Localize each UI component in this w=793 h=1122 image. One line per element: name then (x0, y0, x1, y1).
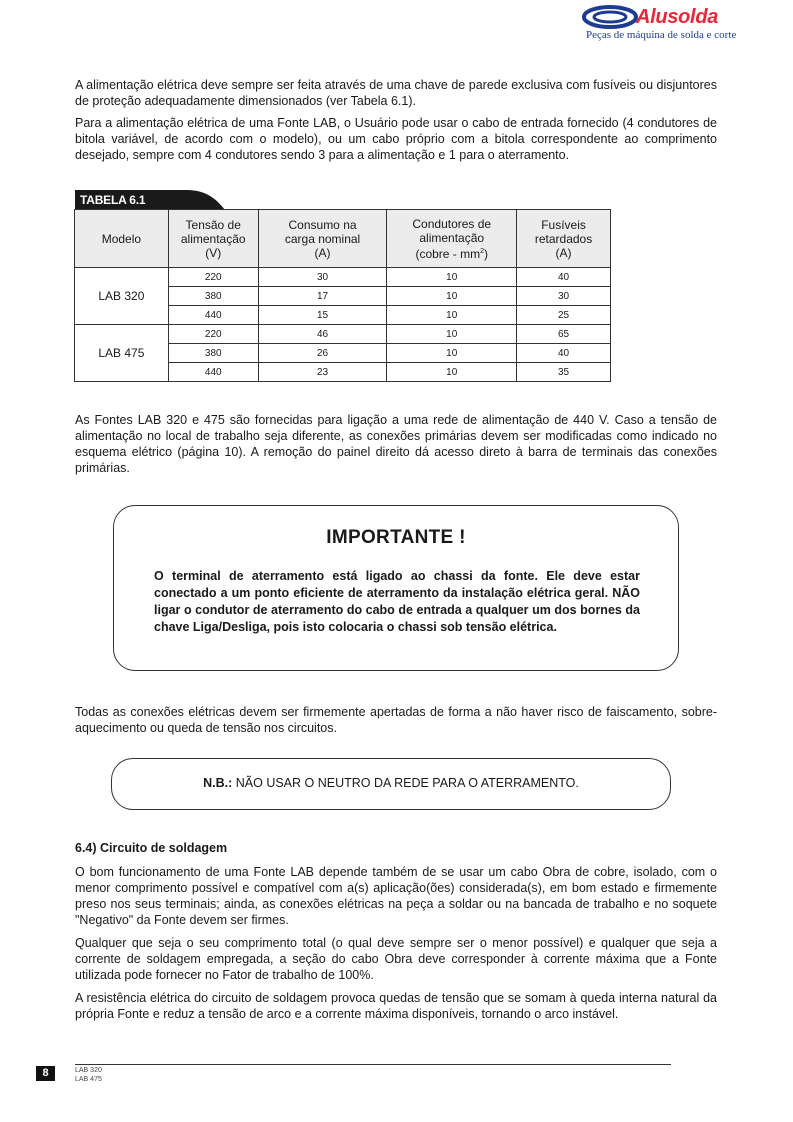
fuse-cell: 40 (517, 268, 611, 287)
nb-notice-box (111, 758, 671, 810)
consumption-cell: 17 (258, 287, 387, 306)
page-number: 8 (36, 1066, 55, 1081)
voltage-cell: 380 (168, 287, 258, 306)
fuse-cell: 35 (517, 363, 611, 382)
voltage-cell: 440 (168, 363, 258, 382)
section-heading: 6.4) Circuito de soldagem (75, 841, 228, 855)
table-6-1 (74, 209, 611, 382)
paragraph-electrical-connections: Todas as conexões elétricas devem ser firmemente apertadas de forma a não haver risco de faiscamento, sobre-aquecimento ou queda de tensão nos circuitos. (75, 705, 717, 735)
conductor-cell: 10 (387, 268, 517, 287)
conductor-cell: 10 (387, 363, 517, 382)
nb-label: N.B.: (203, 776, 233, 790)
important-title: IMPORTANTE ! (326, 527, 466, 548)
header-model: Modelo (75, 210, 169, 268)
paragraph-primary-connections: As Fontes LAB 320 e 475 são fornecidas para ligação a uma rede de alimentação de 440 V. Caso a tensão de alimentação no local de trabalho seja diferente, as conexões primárias devem ser modificadas como indicado no esquema elétrico (página 10). A remoção do painel direito dá acesso direto à barra de terminais das conexões primárias. (75, 413, 717, 475)
important-body: O terminal de aterramento está ligado ao chassi da fonte. Ele deve estar conectado a um ponto eficiente de aterramento da instalação elétrica geral. NÃO ligar o condutor de aterramento do cabo de entrada a qualquer um dos bornes da chave Liga/Desliga, pois isto colocaria o chassi sob tensão elétrica. (154, 569, 640, 634)
footer-model-2: LAB 475 (75, 1076, 102, 1083)
consumption-cell: 46 (258, 325, 387, 344)
logo-brand: Alusolda (636, 6, 719, 28)
model-cell: LAB 475 (75, 325, 169, 382)
fuse-cell: 65 (517, 325, 611, 344)
fuse-cell: 40 (517, 344, 611, 363)
nb-text: NÃO USAR O NEUTRO DA REDE PARA O ATERRAMENTO. (232, 776, 579, 790)
paragraph-input-cable: Para a alimentação elétrica de uma Fonte LAB, o Usuário pode usar o cabo de entrada fornecido (4 condutores de bitola variável, de acordo com o modelo), ou um cabo próprio com a bitola correspondente ao comprimento desejado, sempre com 4 condutores sendo 3 para a alimentação e 1 para o aterramento. (75, 116, 717, 162)
table-header-row (75, 210, 611, 268)
voltage-cell: 220 (168, 325, 258, 344)
footer-model-1: LAB 320 (75, 1067, 102, 1074)
logo-tagline: Peças de máquina de solda e corte (586, 29, 737, 41)
paragraph-cable-section: Qualquer que seja o seu comprimento total (o qual deve sempre ser o menor possível) e qualquer que seja a corrente de soldagem empregada, a seção do cabo Obra deve corresponder à corrente máxima que a Fonte utilizada pode fornecer no Fator de trabalho de 100%. (75, 936, 717, 982)
header-fuses: Fusíveis retardados (A) (517, 210, 611, 268)
table-caption-tab (75, 190, 225, 210)
table-caption: TABELA 6.1 (80, 193, 146, 207)
alusolda-logo (578, 3, 756, 43)
consumption-cell: 30 (258, 268, 387, 287)
header-conductors: Condutores de alimentação (cobre - $mm^2$) (387, 210, 517, 268)
model-cell: LAB 320 (75, 268, 169, 325)
voltage-cell: 440 (168, 306, 258, 325)
paragraph-power-supply: A alimentação elétrica deve sempre ser feita através de uma chave de parede exclusiva com fusíveis ou disjuntores de proteção adequadamente dimensionados (ver Tabela 6.1). (75, 78, 717, 108)
conductor-cell: 10 (387, 344, 517, 363)
conductor-cell: 10 (387, 325, 517, 344)
nb-note (112, 776, 670, 790)
consumption-cell: 26 (258, 344, 387, 363)
fuse-cell: 30 (517, 287, 611, 306)
table-row (75, 325, 611, 344)
important-notice-box (113, 505, 679, 671)
table-row (75, 268, 611, 287)
paragraph-welding-cable: O bom funcionamento de uma Fonte LAB depende também de se usar um cabo Obra de cobre, isolado, com o menor comprimento possível e compatível com a(s) aplicação(ões) considerada(s), em bom estado e firmemente preso nos seus terminais; ainda, as conexões elétricas na peça a soldar ou na bancada de trabalho e no soquete "Negativo" da Fonte devem ser firmes. (75, 865, 717, 927)
voltage-cell: 220 (168, 268, 258, 287)
consumption-cell: 15 (258, 306, 387, 325)
consumption-cell: 23 (258, 363, 387, 382)
header-voltage: Tensão de alimentação (V) (168, 210, 258, 268)
logo-ring-icon (582, 5, 638, 29)
voltage-cell: 380 (168, 344, 258, 363)
conductor-cell: 10 (387, 306, 517, 325)
footer-divider (75, 1064, 671, 1065)
conductor-cell: 10 (387, 287, 517, 306)
paragraph-circuit-resistance: A resistência elétrica do circuito de soldagem provoca quedas de tensão que se somam à queda interna natural da própria Fonte e reduz a tensão de arco e a corrente máxima disponíveis, tornando o arco instável. (75, 991, 717, 1021)
fuse-cell: 25 (517, 306, 611, 325)
header-consumption: Consumo na carga nominal (A) (258, 210, 387, 268)
